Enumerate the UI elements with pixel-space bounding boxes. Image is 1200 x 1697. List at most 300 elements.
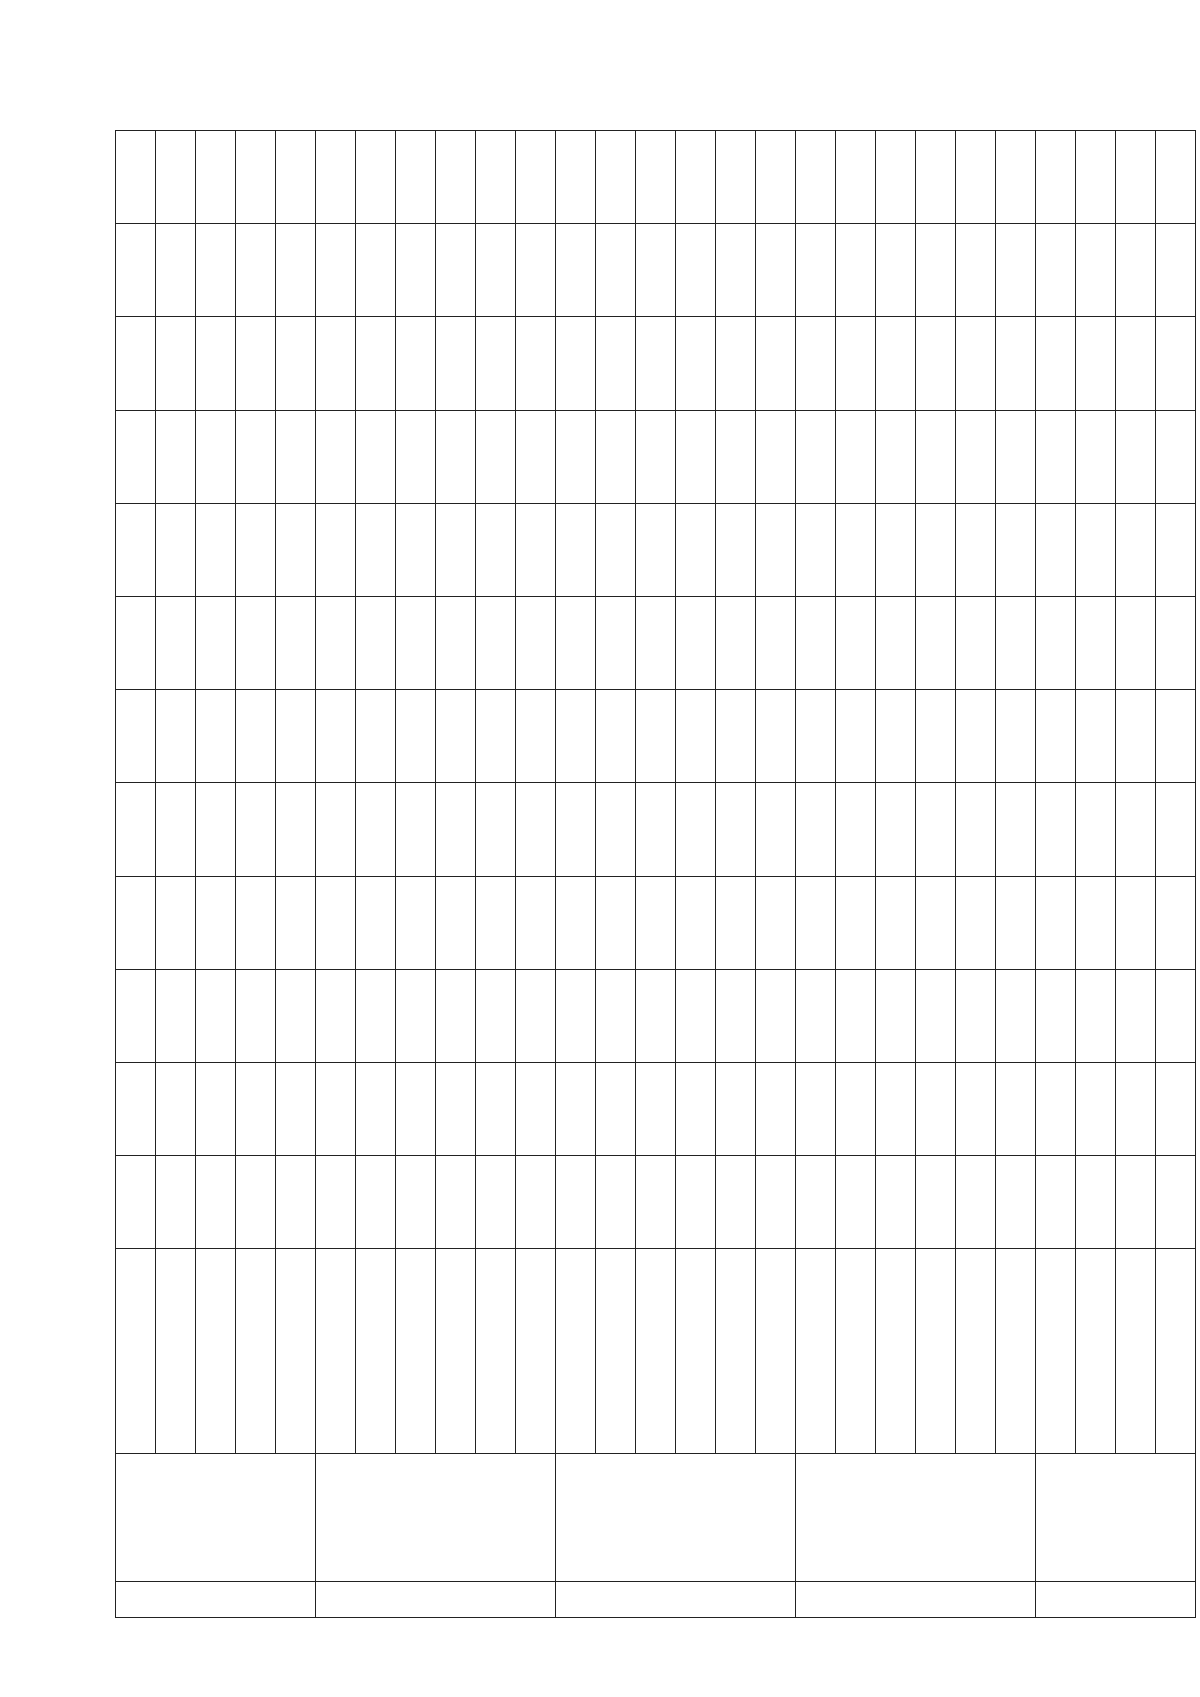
value-cell	[556, 596, 596, 689]
value-cell	[916, 224, 956, 317]
settlement-name	[316, 1453, 556, 1581]
value-cell	[476, 1156, 516, 1249]
table-row	[916, 131, 956, 1618]
value-cell	[796, 690, 836, 783]
value-cell	[596, 410, 636, 503]
value-cell	[116, 783, 156, 876]
value-cell	[836, 503, 876, 596]
value-cell	[876, 596, 916, 689]
value-cell	[796, 1156, 836, 1249]
value-cell	[996, 410, 1036, 503]
table-row	[1036, 131, 1076, 1618]
value-cell	[1156, 410, 1196, 503]
value-cell	[756, 131, 796, 224]
row-description	[516, 1249, 556, 1453]
value-cell	[956, 224, 996, 317]
value-cell	[116, 969, 156, 1062]
value-cell	[116, 1062, 156, 1155]
value-cell	[996, 690, 1036, 783]
value-cell	[876, 1156, 916, 1249]
value-cell	[516, 503, 556, 596]
value-cell	[516, 596, 556, 689]
value-cell	[1156, 131, 1196, 224]
value-cell	[756, 690, 796, 783]
value-cell	[276, 131, 316, 224]
value-cell	[476, 690, 516, 783]
value-cell	[916, 690, 956, 783]
value-cell	[156, 969, 196, 1062]
table-row	[436, 131, 476, 1618]
row-description	[996, 1249, 1036, 1453]
value-cell	[996, 969, 1036, 1062]
value-cell	[1036, 783, 1076, 876]
value-cell	[356, 503, 396, 596]
value-cell	[116, 596, 156, 689]
value-cell	[956, 317, 996, 410]
value-cell	[316, 783, 356, 876]
value-cell	[1116, 690, 1156, 783]
value-cell	[436, 224, 476, 317]
value-cell	[356, 783, 396, 876]
value-cell	[876, 690, 916, 783]
value-cell	[836, 876, 876, 969]
table-row	[556, 131, 596, 1618]
value-cell	[116, 224, 156, 317]
value-cell	[996, 317, 1036, 410]
value-cell	[276, 783, 316, 876]
value-cell	[436, 1062, 476, 1155]
value-cell	[636, 596, 676, 689]
value-cell	[116, 410, 156, 503]
tariff-table	[115, 130, 1196, 1618]
value-cell	[756, 1062, 796, 1155]
settlement-name	[556, 1453, 796, 1581]
value-cell	[556, 317, 596, 410]
value-cell	[196, 596, 236, 689]
value-cell	[596, 1156, 636, 1249]
value-cell	[156, 783, 196, 876]
value-cell	[276, 410, 316, 503]
table-row	[316, 131, 356, 1618]
value-cell	[356, 224, 396, 317]
value-cell	[276, 1156, 316, 1249]
row-description	[796, 1249, 836, 1453]
value-cell	[236, 1062, 276, 1155]
value-cell	[1076, 131, 1116, 224]
value-cell	[516, 1062, 556, 1155]
value-cell	[516, 1156, 556, 1249]
value-cell	[516, 969, 556, 1062]
value-cell	[1076, 503, 1116, 596]
value-cell	[116, 1156, 156, 1249]
settlement-name	[116, 1453, 316, 1581]
value-cell	[796, 503, 836, 596]
value-cell	[916, 876, 956, 969]
value-cell	[396, 131, 436, 224]
value-cell	[956, 783, 996, 876]
row-description	[1076, 1249, 1116, 1453]
value-cell	[1036, 131, 1076, 224]
value-cell	[196, 876, 236, 969]
table-row	[756, 131, 796, 1618]
value-cell	[316, 1062, 356, 1155]
value-cell	[556, 131, 596, 224]
value-cell	[1156, 783, 1196, 876]
row-description	[396, 1249, 436, 1453]
value-cell	[1076, 596, 1116, 689]
table-row	[636, 131, 676, 1618]
value-cell	[356, 410, 396, 503]
value-cell	[676, 410, 716, 503]
value-cell	[756, 224, 796, 317]
value-cell	[796, 783, 836, 876]
value-cell	[676, 1062, 716, 1155]
value-cell	[396, 969, 436, 1062]
value-cell	[516, 410, 556, 503]
value-cell	[676, 596, 716, 689]
value-cell	[276, 1062, 316, 1155]
value-cell	[596, 876, 636, 969]
value-cell	[636, 503, 676, 596]
value-cell	[156, 596, 196, 689]
value-cell	[436, 783, 476, 876]
value-cell	[836, 131, 876, 224]
settlement-name	[1036, 1453, 1196, 1581]
value-cell	[836, 410, 876, 503]
value-cell	[1116, 410, 1156, 503]
value-cell	[996, 1062, 1036, 1155]
value-cell	[796, 596, 836, 689]
table-row	[156, 131, 196, 1618]
table-row	[516, 131, 556, 1618]
value-cell	[1156, 317, 1196, 410]
value-cell	[196, 783, 236, 876]
value-cell	[796, 131, 836, 224]
value-cell	[596, 596, 636, 689]
value-cell	[116, 317, 156, 410]
value-cell	[436, 596, 476, 689]
value-cell	[316, 503, 356, 596]
value-cell	[1076, 224, 1116, 317]
value-cell	[596, 224, 636, 317]
value-cell	[916, 317, 956, 410]
value-cell	[116, 503, 156, 596]
value-cell	[1076, 1062, 1116, 1155]
value-cell	[836, 1062, 876, 1155]
value-cell	[1116, 596, 1156, 689]
value-cell	[156, 317, 196, 410]
value-cell	[1156, 596, 1196, 689]
value-cell	[876, 503, 916, 596]
value-cell	[596, 690, 636, 783]
value-cell	[556, 969, 596, 1062]
value-cell	[476, 1062, 516, 1155]
row-description	[876, 1249, 916, 1453]
value-cell	[716, 1156, 756, 1249]
value-cell	[636, 410, 676, 503]
value-cell	[516, 690, 556, 783]
value-cell	[236, 1156, 276, 1249]
value-cell	[1036, 410, 1076, 503]
value-cell	[156, 503, 196, 596]
value-cell	[876, 969, 916, 1062]
table-row	[116, 131, 156, 1618]
value-cell	[956, 1156, 996, 1249]
value-cell	[876, 783, 916, 876]
value-cell	[876, 410, 916, 503]
value-cell	[916, 1156, 956, 1249]
table-row	[276, 131, 316, 1618]
value-cell	[236, 224, 276, 317]
value-cell	[196, 969, 236, 1062]
value-cell	[1036, 503, 1076, 596]
value-cell	[476, 783, 516, 876]
value-cell	[396, 596, 436, 689]
value-cell	[556, 410, 596, 503]
value-cell	[1036, 1156, 1076, 1249]
value-cell	[956, 596, 996, 689]
value-cell	[436, 969, 476, 1062]
value-cell	[756, 317, 796, 410]
value-cell	[676, 224, 716, 317]
value-cell	[716, 876, 756, 969]
value-cell	[476, 876, 516, 969]
row-index	[316, 1581, 556, 1617]
row-description	[596, 1249, 636, 1453]
value-cell	[1076, 410, 1116, 503]
value-cell	[876, 876, 916, 969]
value-cell	[196, 410, 236, 503]
value-cell	[796, 876, 836, 969]
value-cell	[516, 783, 556, 876]
value-cell	[436, 131, 476, 224]
table-body	[116, 131, 1196, 1618]
table-row	[876, 131, 916, 1618]
value-cell	[996, 1156, 1036, 1249]
table-row	[396, 131, 436, 1618]
table-row	[956, 131, 996, 1618]
value-cell	[356, 1062, 396, 1155]
value-cell	[156, 410, 196, 503]
value-cell	[436, 317, 476, 410]
value-cell	[916, 783, 956, 876]
row-description	[356, 1249, 396, 1453]
row-description	[316, 1249, 356, 1453]
value-cell	[1036, 690, 1076, 783]
value-cell	[1156, 224, 1196, 317]
value-cell	[556, 690, 596, 783]
value-cell	[1156, 1156, 1196, 1249]
table-row	[836, 131, 876, 1618]
value-cell	[236, 969, 276, 1062]
value-cell	[196, 224, 236, 317]
value-cell	[1116, 1156, 1156, 1249]
value-cell	[116, 690, 156, 783]
value-cell	[1036, 876, 1076, 969]
table-row	[796, 131, 836, 1618]
value-cell	[116, 131, 156, 224]
value-cell	[596, 131, 636, 224]
value-cell	[756, 876, 796, 969]
value-cell	[516, 224, 556, 317]
value-cell	[396, 503, 436, 596]
value-cell	[276, 317, 316, 410]
value-cell	[716, 131, 756, 224]
value-cell	[396, 1156, 436, 1249]
value-cell	[996, 503, 1036, 596]
value-cell	[596, 503, 636, 596]
table-row	[716, 131, 756, 1618]
value-cell	[316, 131, 356, 224]
value-cell	[1116, 224, 1156, 317]
value-cell	[716, 969, 756, 1062]
value-cell	[636, 690, 676, 783]
value-cell	[676, 876, 716, 969]
value-cell	[436, 410, 476, 503]
value-cell	[276, 969, 316, 1062]
value-cell	[516, 131, 556, 224]
row-description	[636, 1249, 676, 1453]
value-cell	[676, 969, 716, 1062]
row-description	[1116, 1249, 1156, 1453]
value-cell	[196, 690, 236, 783]
value-cell	[316, 969, 356, 1062]
value-cell	[876, 131, 916, 224]
table-row	[996, 131, 1036, 1618]
value-cell	[636, 317, 676, 410]
value-cell	[356, 596, 396, 689]
value-cell	[156, 690, 196, 783]
value-cell	[796, 410, 836, 503]
table-row	[1156, 131, 1196, 1618]
value-cell	[196, 1156, 236, 1249]
value-cell	[316, 317, 356, 410]
value-cell	[156, 1156, 196, 1249]
value-cell	[716, 317, 756, 410]
value-cell	[476, 410, 516, 503]
value-cell	[556, 783, 596, 876]
value-cell	[236, 410, 276, 503]
value-cell	[996, 596, 1036, 689]
value-cell	[476, 317, 516, 410]
value-cell	[1116, 131, 1156, 224]
value-cell	[276, 690, 316, 783]
value-cell	[636, 783, 676, 876]
row-description	[116, 1249, 156, 1453]
value-cell	[1116, 783, 1156, 876]
value-cell	[396, 876, 436, 969]
value-cell	[1076, 969, 1116, 1062]
value-cell	[876, 1062, 916, 1155]
row-index	[556, 1581, 796, 1617]
value-cell	[436, 876, 476, 969]
value-cell	[596, 317, 636, 410]
value-cell	[596, 783, 636, 876]
value-cell	[316, 224, 356, 317]
value-cell	[1156, 969, 1196, 1062]
value-cell	[836, 783, 876, 876]
value-cell	[396, 783, 436, 876]
value-cell	[236, 131, 276, 224]
table-row	[356, 131, 396, 1618]
value-cell	[996, 224, 1036, 317]
value-cell	[796, 224, 836, 317]
value-cell	[956, 410, 996, 503]
value-cell	[716, 410, 756, 503]
value-cell	[516, 317, 556, 410]
value-cell	[556, 1062, 596, 1155]
row-description	[196, 1249, 236, 1453]
value-cell	[636, 1062, 676, 1155]
value-cell	[236, 503, 276, 596]
value-cell	[476, 596, 516, 689]
settlement-name	[796, 1453, 1036, 1581]
value-cell	[196, 317, 236, 410]
value-cell	[1036, 1062, 1076, 1155]
value-cell	[716, 596, 756, 689]
value-cell	[276, 596, 316, 689]
value-cell	[916, 503, 956, 596]
value-cell	[356, 131, 396, 224]
value-cell	[1116, 876, 1156, 969]
value-cell	[1076, 876, 1116, 969]
value-cell	[556, 876, 596, 969]
value-cell	[196, 503, 236, 596]
table-row	[476, 131, 516, 1618]
value-cell	[1156, 690, 1196, 783]
value-cell	[476, 131, 516, 224]
value-cell	[636, 1156, 676, 1249]
value-cell	[396, 224, 436, 317]
table-row	[236, 131, 276, 1618]
row-description	[756, 1249, 796, 1453]
value-cell	[116, 876, 156, 969]
value-cell	[1036, 317, 1076, 410]
value-cell	[916, 131, 956, 224]
value-cell	[796, 1062, 836, 1155]
value-cell	[956, 969, 996, 1062]
row-description	[1036, 1249, 1076, 1453]
value-cell	[236, 317, 276, 410]
value-cell	[676, 131, 716, 224]
value-cell	[1036, 596, 1076, 689]
value-cell	[1036, 969, 1076, 1062]
row-description	[276, 1249, 316, 1453]
value-cell	[236, 690, 276, 783]
value-cell	[596, 969, 636, 1062]
value-cell	[836, 596, 876, 689]
value-cell	[236, 596, 276, 689]
value-cell	[676, 1156, 716, 1249]
value-cell	[676, 317, 716, 410]
value-cell	[876, 224, 916, 317]
value-cell	[556, 224, 596, 317]
value-cell	[1076, 690, 1116, 783]
value-cell	[796, 317, 836, 410]
value-cell	[556, 1156, 596, 1249]
value-cell	[436, 503, 476, 596]
row-description	[476, 1249, 516, 1453]
value-cell	[1036, 224, 1076, 317]
value-cell	[556, 503, 596, 596]
value-cell	[356, 690, 396, 783]
value-cell	[316, 410, 356, 503]
value-cell	[916, 596, 956, 689]
value-cell	[956, 503, 996, 596]
row-description	[916, 1249, 956, 1453]
value-cell	[756, 596, 796, 689]
value-cell	[596, 1062, 636, 1155]
